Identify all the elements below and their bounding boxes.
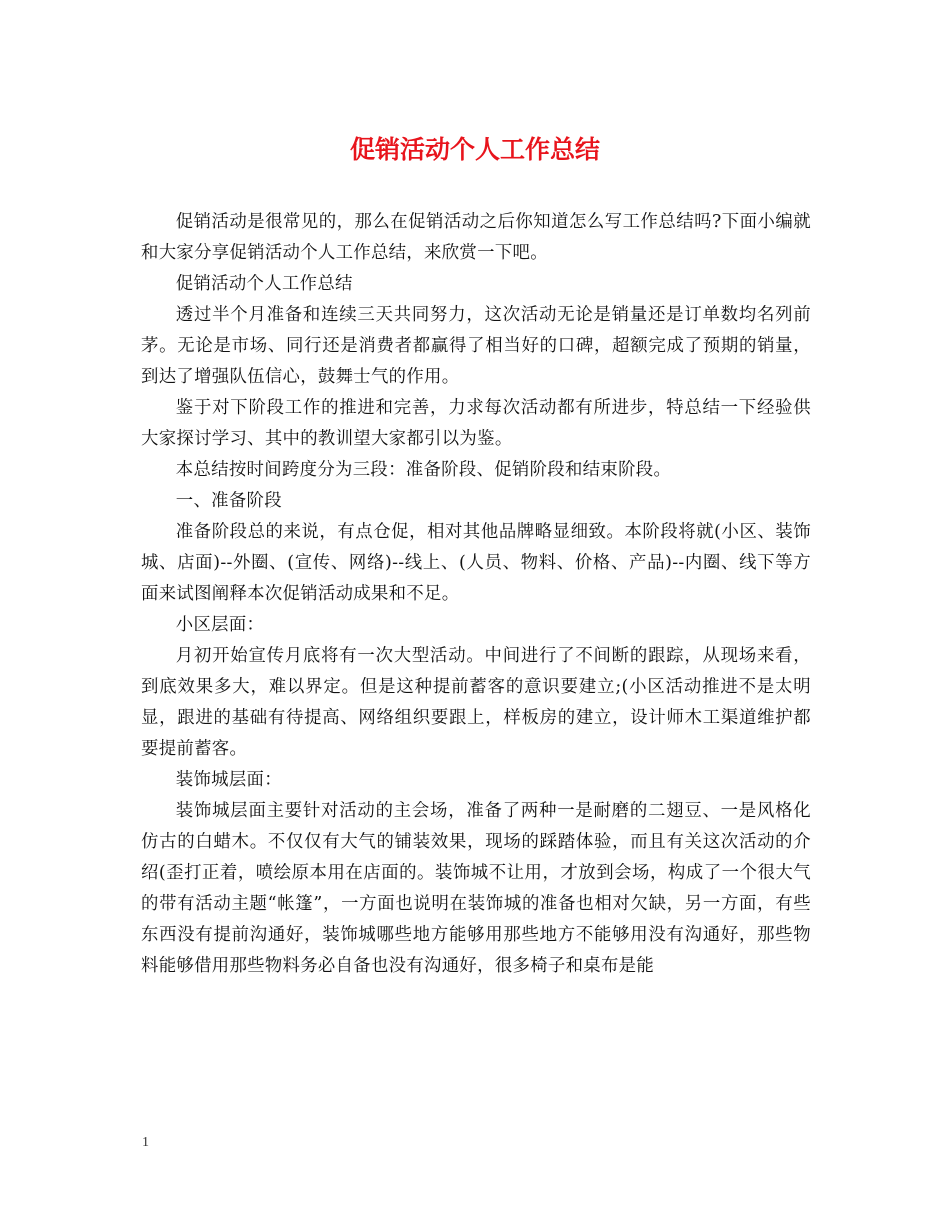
document-title: 促销活动个人工作总结 [349, 135, 600, 164]
page-number: 1 [142, 1135, 149, 1150]
paragraph-community: 月初开始宣传月底将有一次大型活动。中间进行了不间断的跟踪，从现场来看，到底效果多大，难以界定。但是这种提前蓄客的意识要建立;(小区活动推进不是太明显，跟进的基础有待提高、网络组织要跟上，样板房的建立，设计师木工渠道维护都要提前蓄客。 [141, 646, 811, 759]
paragraph-intro: 促销活动是很常见的，那么在促销活动之后你知道怎么写工作总结吗?下面小编就和大家分享促销活动个人工作总结，来欣赏一下吧。 [141, 212, 811, 263]
paragraph-results: 透过半个月准备和连续三天共同努力，这次活动无论是销量还是订单数均名列前茅。无论是市场、同行还是消费者都赢得了相当好的口碑，超额完成了预期的销量，到达了增强队伍信心，鼓舞士气的作用。 [141, 305, 811, 387]
paragraph-structure: 本总结按时间跨度分为三段：准备阶段、促销阶段和结束阶段。 [175, 460, 672, 480]
document-body [141, 207, 811, 982]
section-heading-preparation: 一、准备阶段 [175, 491, 282, 511]
subheading-community: 小区层面： [175, 615, 265, 635]
paragraph-purpose: 鉴于对下阶段工作的推进和完善，力求每次活动都有所进步，特总结一下经验供大家探讨学习、其中的教训望大家都引以为鉴。 [141, 398, 811, 449]
paragraph-preparation: 准备阶段总的来说，有点仓促，相对其他品牌略显细致。本阶段将就(小区、装饰城、店面)--外圈、(宣传、网络)--线上、(人员、物料、价格、产品)--内圈、线下等方面来试图阐释本次促销活动成果和不足。 [141, 522, 811, 604]
paragraph-subtitle: 促销活动个人工作总结 [175, 274, 353, 294]
paragraph-decoration-city: 装饰城层面主要针对活动的主会场，准备了两种一是耐磨的二翅豆、一是风格化仿古的白蜡木。不仅仅有大气的铺装效果，现场的踩踏体验，而且有关这次活动的介绍(歪打正着，喷绘原本用在店面的。装饰城不让用，才放到会场，构成了一个很大气的带有活动主题“帐篷”，一方面也说明在装饰城的准备也相对欠缺，另一方面，有些东西没有提前沟通好，装饰城哪些地方能够用那些地方不能够用没有沟通好，那些物料能够借用那些物料务必自备也没有沟通好，很多椅子和桌布是能 [141, 801, 811, 976]
subheading-decoration-city: 装饰城层面： [175, 770, 282, 790]
